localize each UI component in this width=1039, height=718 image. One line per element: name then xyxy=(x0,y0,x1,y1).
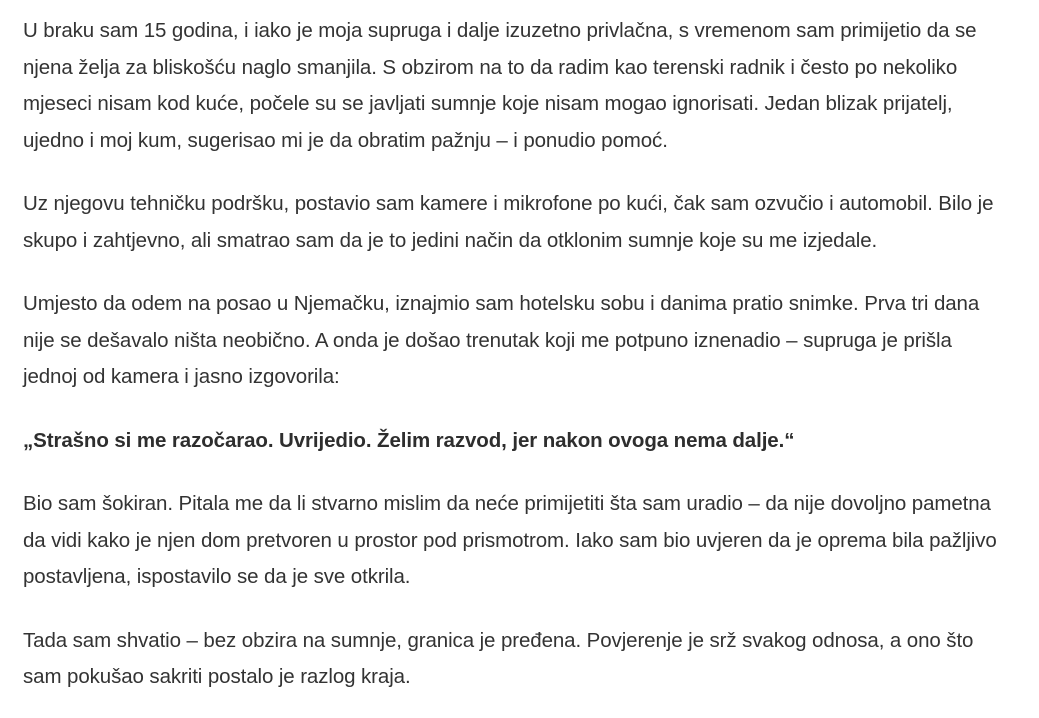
paragraph-surveillance-setup: Uz njegovu tehničku podršku, postavio sam kamere i mikrofone po kući, čak sam ozvučio i automobil. Bilo je skupo i zahtjevno, ali smatrao sam da je to jedini način da otklonim sumnje koje su me izjedale. xyxy=(23,192,994,252)
quote-paragraph: „Strašno si me razočarao. Uvrijedio. Želim razvod, jer nakon ovoga nema dalje.“ xyxy=(23,428,795,452)
paragraph-intro: U braku sam 15 godina, i iako je moja supruga i dalje izuzetno privlačna, s vremenom sam primijetio da se njena želja za bliskošću naglo smanjila. S obzirom na to da radim kao terenski radnik i često po nekoliko mjeseci nisam kod kuće, počele su se javljati sumnje koje nisam mogao ignorisati. Jedan blizak prijatelj, ujedno i moj kum, sugerisao mi je da obratim pažnju – i ponudio pomoć. xyxy=(23,19,977,152)
paragraph-conclusion: Tada sam shvatio – bez obzira na sumnje, granica je pređena. Povjerenje je srž svakog odnosa, a ono što sam pokušao sakriti postalo je razlog kraja. xyxy=(23,628,974,688)
paragraph-hotel-watch: Umjesto da odem na posao u Njemačku, iznajmio sam hotelsku sobu i danima pratio snimke. Prva tri dana nije se dešavalo ništa neobično. A onda je došao trenutak koji me potpuno iznenadio – supruga je prišla jednoj od kamera i jasno izgovorila: xyxy=(23,292,980,388)
paragraph-shock: Bio sam šokiran. Pitala me da li stvarno mislim da neće primijetiti šta sam uradio – da nije dovoljno pametna da vidi kako je njen dom pretvoren u prostor pod prismotrom. Iako sam bio uvjeren da je oprema bila pažljivo postavljena, ispostavilo se da je sve otkrila. xyxy=(23,492,997,588)
